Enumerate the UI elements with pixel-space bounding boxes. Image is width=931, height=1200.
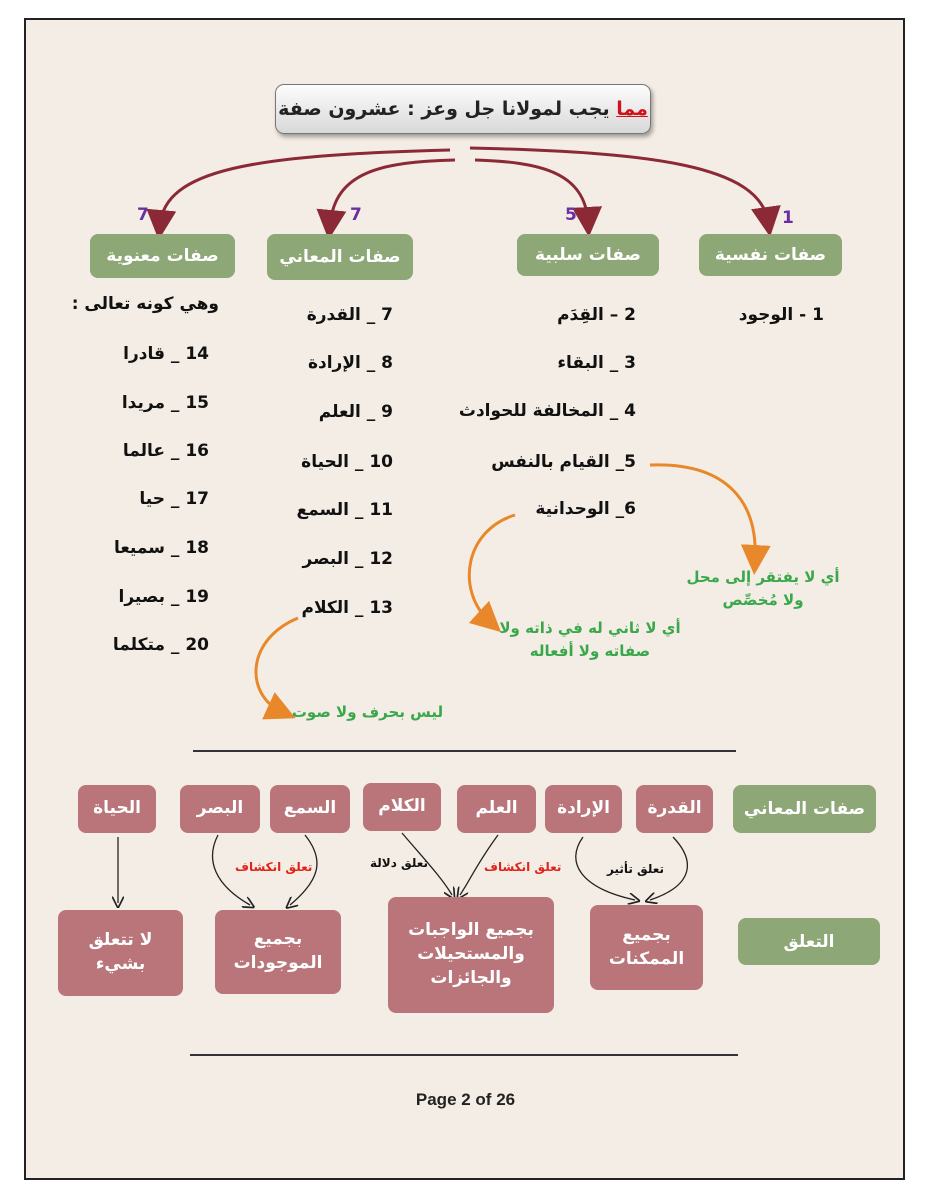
manawiya-item: 17 _ حيا bbox=[139, 489, 209, 509]
maani-item: 11 _ السمع bbox=[296, 500, 393, 520]
note-kalam: ليس بحرف ولا صوت bbox=[291, 703, 444, 721]
attr-basar: البصر bbox=[180, 785, 260, 833]
manawiya-item: 20 _ متكلما bbox=[112, 635, 209, 655]
row-label-maani: صفات المعاني bbox=[733, 785, 876, 833]
salbiya-item: 4 _ المخالفة للحوادث bbox=[458, 401, 636, 421]
salbiya-item: 3 _ البقاء bbox=[557, 353, 636, 373]
manawiya-intro: وهي كونه تعالى : bbox=[71, 294, 219, 314]
row-label-taalluq: التعلق bbox=[738, 918, 880, 965]
note-qiyam: أي لا يفتقر إلى محل ولا مُخصِّص bbox=[686, 568, 840, 609]
rel-label-inkishaf-sam: تعلق انكشاف bbox=[235, 860, 313, 874]
count-salbiya: 5 bbox=[565, 205, 577, 225]
salbiya-item: 5_ القيام بالنفس bbox=[491, 452, 636, 472]
manawiya-item: 18 _ سميعا bbox=[113, 538, 209, 558]
attr-ilm: العلم bbox=[457, 785, 536, 833]
note-arrow-kalam bbox=[256, 618, 298, 712]
category-maani: صفات المعاني bbox=[267, 234, 413, 280]
title-emphasis: مما bbox=[616, 98, 648, 120]
salbiya-item: 2 – القِدَم bbox=[557, 305, 636, 325]
rel-label-inkishaf-ilm: تعلق انكشاف bbox=[484, 860, 562, 874]
target-none: لا تتعلق بشيء bbox=[58, 910, 183, 996]
page-number: Page 2 of 26 bbox=[415, 1090, 516, 1109]
manawiya-item: 16 _ عالما bbox=[122, 441, 209, 461]
count-maani: 7 bbox=[350, 205, 362, 225]
category-manawiya: صفات معنوية bbox=[90, 234, 235, 278]
nafsiya-item: 1 - الوجود bbox=[738, 305, 824, 325]
maani-item: 10 _ الحياة bbox=[301, 452, 393, 472]
main-title bbox=[275, 84, 651, 134]
note-arrow-qiyam bbox=[650, 465, 755, 560]
manawiya-item: 15 _ مريدا bbox=[121, 393, 209, 413]
maani-item: 13 _ الكلام bbox=[301, 598, 393, 618]
attr-qudra: القدرة bbox=[636, 785, 713, 833]
branch-arrow-nafsiya bbox=[470, 148, 768, 222]
rel-label-tathir: تعلق تأثير bbox=[607, 862, 665, 876]
attr-sam: السمع bbox=[270, 785, 350, 833]
branch-arrow-maanawiya bbox=[160, 150, 450, 225]
attr-hayat: الحياة bbox=[78, 785, 156, 833]
maani-item: 7 _ القدرة bbox=[306, 305, 393, 325]
note-arrow-wahdaniya bbox=[469, 515, 515, 622]
category-nafsiya: صفات نفسية bbox=[699, 234, 842, 276]
manawiya-item: 14 _ قادرا bbox=[123, 344, 209, 364]
attr-kalam: الكلام bbox=[363, 783, 441, 831]
target-wajibat: بجميع الواجبات والمستحيلات والجائزات bbox=[388, 897, 554, 1013]
note-wahdaniya: أي لا ثاني له في ذاته ولا صفاته ولا أفعاله bbox=[499, 619, 681, 660]
maani-item: 9 _ العلم bbox=[318, 402, 393, 422]
title-rest: يجب لمولانا جل وعز : عشرون صفة bbox=[278, 98, 610, 120]
salbiya-item: 6_ الوحدانية bbox=[535, 499, 636, 519]
count-manawiya: 7 bbox=[137, 205, 149, 225]
rel-label-dalala: تعلق دلالة bbox=[370, 856, 429, 870]
separator-top bbox=[193, 750, 736, 752]
maani-item: 12 _ البصر bbox=[302, 549, 393, 569]
target-mawjudat: بجميع الموجودات bbox=[215, 910, 341, 994]
count-nafsiya: 1 bbox=[782, 208, 794, 228]
manawiya-item: 19 _ بصيرا bbox=[118, 587, 209, 607]
separator-bottom bbox=[190, 1054, 738, 1056]
category-salbiya: صفات سلبية bbox=[517, 234, 659, 276]
target-mumkinat: بجميع الممكنات bbox=[590, 905, 703, 990]
branch-arrow-maani bbox=[330, 160, 455, 225]
attr-irada: الإرادة bbox=[545, 785, 622, 833]
maani-item: 8 _ الإرادة bbox=[307, 353, 393, 373]
